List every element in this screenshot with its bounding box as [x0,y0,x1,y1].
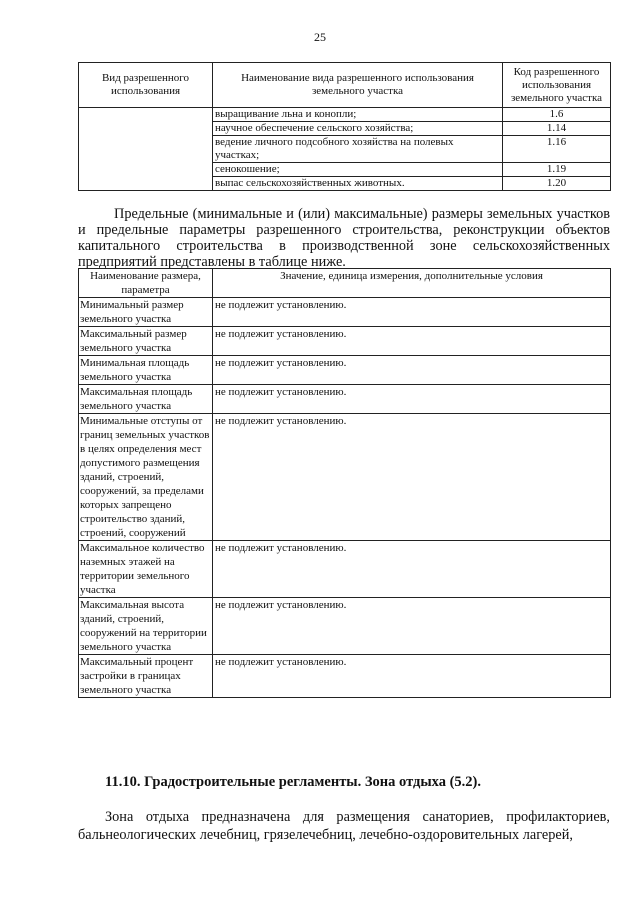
table-row [79,356,611,385]
table-row [79,655,611,698]
parameter-name-cell: Минимальный размер земельного участка [79,298,213,327]
parameter-value-cell: не подлежит установлению. [213,414,611,541]
use-name-cell: научное обеспечение сельского хозяйства; [213,122,503,136]
section-heading: 11.10. Градостроительные регламенты. Зона отдыха (5.2). [105,774,482,790]
parameter-name-cell: Максимальный размер земельного участка [79,327,213,356]
table-row [79,108,611,122]
parameter-value-cell: не подлежит установлению. [213,327,611,356]
table-row [79,414,611,541]
column-header: Код разрешенного использования земельного участка [503,63,611,108]
table-row [79,541,611,598]
column-header: Наименование размера, параметра [79,269,213,298]
use-code-cell: 1.14 [503,122,611,136]
parameter-value-cell: не подлежит установлению. [213,356,611,385]
use-code-cell: 1.16 [503,136,611,163]
parameters-table [78,268,611,698]
column-header: Значение, единица измерения, дополнительные условия [213,269,611,298]
parameter-value-cell: не подлежит установлению. [213,385,611,414]
parameter-name-cell: Максимальная площадь земельного участка [79,385,213,414]
table-row [79,385,611,414]
intro-paragraph: Предельные (минимальные и (или) максимальные) размеры земельных участков и предельные параметры разрешенного строительства, реконструкции объектов капитального строительства в производственной зоне сельскохозяйственных предприятий представлены в таблице ниже. [78,206,610,270]
parameter-name-cell: Максимальная высота зданий, строений, сооружений на территории земельного участка [79,598,213,655]
zone-description-paragraph: Зона отдыха предназначена для размещения санаториев, профилакториев, бальнеологических лечебниц, грязелечебниц, лечебно-оздоровительных лагерей, [78,809,610,843]
table-header-row [79,63,611,108]
use-name-cell: выпас сельскохозяйственных животных. [213,177,503,191]
parameter-name-cell: Минимальная площадь земельного участка [79,356,213,385]
table-row [79,327,611,356]
parameter-value-cell: не подлежит установлению. [213,541,611,598]
use-name-cell: сенокошение; [213,163,503,177]
column-header: Вид разрешенного использования [79,63,213,108]
parameter-value-cell: не подлежит установлению. [213,598,611,655]
page-number: 25 [314,30,326,44]
parameter-name-cell: Минимальные отступы от границ земельных участков в целях определения мест допустимого размещения зданий, строений, сооружений, за пределами которых запрещено строительство зданий, строений, сооружений [79,414,213,541]
table-row [79,298,611,327]
parameter-value-cell: не подлежит установлению. [213,655,611,698]
parameter-name-cell: Максимальный процент застройки в границах земельного участка [79,655,213,698]
parameter-value-cell: не подлежит установлению. [213,298,611,327]
empty-cell [79,108,213,191]
use-name-cell: выращивание льна и конопли; [213,108,503,122]
column-header: Наименование вида разрешенного использования земельного участка [213,63,503,108]
parameter-name-cell: Максимальное количество наземных этажей на территории земельного участка [79,541,213,598]
use-code-cell: 1.19 [503,163,611,177]
use-code-cell: 1.20 [503,177,611,191]
use-code-cell: 1.6 [503,108,611,122]
table-header-row [79,269,611,298]
use-name-cell: ведение личного подсобного хозяйства на полевых участках; [213,136,503,163]
permitted-uses-table [78,62,611,191]
table-row [79,598,611,655]
